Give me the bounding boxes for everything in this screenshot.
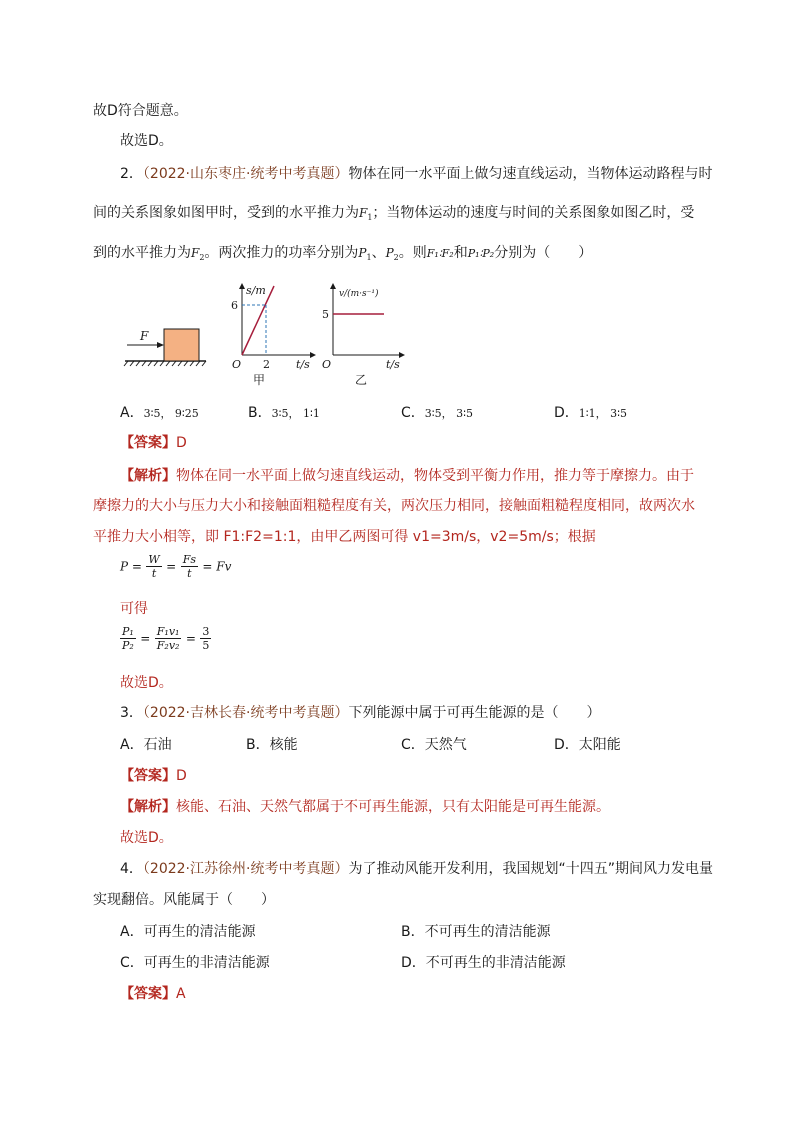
block-diagram	[124, 329, 206, 366]
q4-options-row-1	[120, 922, 680, 942]
q2-equation-2: $\frac{\text{P₁}}{\text{P₂}}$ = $\frac{\text{F₁v₁}}{\text{F₂v₂}}$ = $\frac{3}{5}$	[122, 625, 210, 652]
graph-yi-origin: O	[322, 358, 332, 371]
q3-analysis	[120, 797, 610, 817]
q2-options	[120, 403, 680, 423]
q3-option-a[interactable]: A．石油	[120, 737, 172, 753]
graph-yi-xlabel: t/s	[386, 358, 400, 371]
q4-options-row-2	[120, 953, 680, 973]
q3-number: 3．	[120, 705, 143, 721]
q4-text-1: 为了推动风能开发利用，我国规划“十四五”期间风力发电量	[348, 861, 713, 877]
q2-kede: 可得	[120, 601, 148, 617]
q2-p2: $P_2$	[385, 246, 399, 262]
q2-text-3a: 到的水平推力为	[93, 245, 191, 261]
q2-ratio-f: F₁∶F₂	[426, 247, 454, 260]
eq1-lhs: P =	[120, 559, 142, 574]
force-label: F	[140, 329, 149, 343]
graph-jia	[231, 283, 316, 387]
q2-text-2b: ；当物体运动的速度与时间的关系图象如图乙时，受	[372, 205, 695, 221]
graph-yi-ytick: 5	[322, 308, 329, 321]
q4-line-2: 实现翻倍。风能属于（ ）	[93, 892, 275, 908]
q2-figure	[120, 280, 420, 392]
q3-text: 下列能源中属于可再生能源的是（ ）	[348, 705, 601, 721]
q3-line-1	[120, 703, 600, 723]
graph-yi-ylabel: v/(m·s⁻¹)	[339, 289, 379, 299]
q4-option-a[interactable]: A．可再生的清洁能源	[120, 924, 256, 940]
q2-analysis-label: 【解析】	[120, 468, 176, 484]
q4-answer-value: A	[176, 986, 186, 1002]
q3-analysis-text: 核能、石油、天然气都属于不可再生能源，只有太阳能是可再生能源。	[176, 799, 610, 815]
q4-source: （2022·江苏徐州·统考中考真题）	[142, 861, 349, 877]
q2-equation-1	[120, 553, 231, 580]
q4-option-c[interactable]: C．可再生的非清洁能源	[120, 955, 270, 971]
q2-f1: $F_1$	[359, 206, 373, 222]
block	[164, 329, 199, 361]
q2-analysis-1	[120, 466, 694, 486]
q2-text-1: 物体在同一水平面上做匀速直线运动，当物体运动路程与时	[348, 166, 713, 182]
q3-answer	[120, 766, 187, 786]
graph-jia-xtick: 2	[263, 358, 270, 371]
q4-line-1	[120, 859, 713, 879]
graph-yi	[322, 283, 405, 387]
q2-answer-value: D	[176, 435, 187, 451]
q2-line-3	[93, 243, 592, 268]
q2-text-2a: 间的关系图象如图甲时，受到的水平推力为	[93, 205, 359, 221]
eq1-frac-1: $\frac{W}{t}$	[148, 553, 160, 580]
prev-choice-line: 故选D。	[120, 133, 173, 149]
q3-option-b[interactable]: B．核能	[246, 737, 298, 753]
eq2-frac-1: $\frac{\text{P₁}}{\text{P₂}}$	[122, 625, 134, 652]
q2-source: （2022·山东枣庄·统考中考真题）	[142, 166, 349, 182]
q2-text-3b: 。两次推力的功率分别为	[204, 245, 359, 261]
q2-f2: $F_2$	[191, 246, 205, 262]
q2-text-3d: 。则	[398, 245, 427, 261]
q2-conclusion: 故选D。	[120, 675, 173, 691]
q3-answer-label: 【答案】	[120, 768, 176, 784]
q4-number: 4．	[120, 861, 143, 877]
q2-option-b[interactable]: B．3∶5， 1∶1	[248, 405, 320, 421]
graph-jia-ylabel: s/m	[246, 284, 266, 297]
q2-line-2	[93, 203, 694, 228]
prev-conclusion-line: 故D符合题意。	[93, 103, 188, 119]
graph-jia-caption: 甲	[253, 373, 266, 387]
q4-answer-label: 【答案】	[120, 986, 176, 1002]
q3-conclusion: 故选D。	[120, 830, 173, 846]
q2-number: 2．	[120, 166, 143, 182]
q4-option-b[interactable]: B．不可再生的清洁能源	[401, 924, 551, 940]
q2-option-c[interactable]: C．3∶5， 3∶5	[401, 405, 473, 421]
q2-analysis-text-1: 物体在同一水平面上做匀速直线运动，物体受到平衡力作用，推力等于摩擦力。由于	[176, 468, 694, 484]
q3-option-d[interactable]: D．太阳能	[554, 737, 621, 753]
q4-answer	[120, 984, 186, 1004]
q3-option-c[interactable]: C．天然气	[401, 737, 467, 753]
q2-option-a[interactable]: A．3∶5， 9∶25	[120, 405, 199, 421]
q2-text-3e: 和	[453, 245, 468, 261]
q3-analysis-label: 【解析】	[120, 799, 176, 815]
q2-answer-label: 【答案】	[120, 435, 176, 451]
graph-jia-xlabel: t/s	[296, 358, 310, 371]
q4-option-d[interactable]: D．不可再生的非清洁能源	[401, 955, 566, 971]
graph-jia-ytick: 6	[231, 299, 238, 312]
q2-text-3c: 、	[371, 245, 386, 261]
q2-line-1	[120, 164, 712, 184]
eq1-frac-2: $\frac{Fs}{t}$	[182, 553, 196, 580]
q3-answer-value: D	[176, 768, 187, 784]
eq2-frac-2: $\frac{\text{F₁v₁}}{\text{F₂v₂}}$	[156, 625, 180, 652]
q2-analysis-3: 平推力大小相等，即 F1:F2=1:1，由甲乙两图可得 v1=3m/s，v2=5m/s；根据	[93, 529, 596, 545]
q3-options	[120, 735, 680, 755]
q2-p1: $P_1$	[358, 246, 372, 262]
eq1-equals: =	[166, 559, 177, 574]
q3-source: （2022·吉林长春·统考中考真题）	[142, 705, 349, 721]
graph-jia-origin: O	[232, 358, 242, 371]
graph-yi-caption: 乙	[355, 373, 368, 387]
eq1-rhs: = Fv	[202, 559, 232, 574]
q2-text-3f: 分别为（ ）	[494, 245, 593, 261]
eq2-frac-3: $\frac{3}{5}$	[202, 625, 210, 652]
q2-option-d[interactable]: D．1∶1， 3∶5	[554, 405, 627, 421]
q2-analysis-2: 摩擦力的大小与压力大小和接触面粗糙程度有关，两次压力相同，接触面粗糙程度相同，故两次水	[93, 498, 695, 514]
force-arrow-icon	[157, 342, 164, 348]
q2-ratio-p: P₁∶P₂	[467, 247, 495, 260]
q2-answer	[120, 433, 187, 453]
